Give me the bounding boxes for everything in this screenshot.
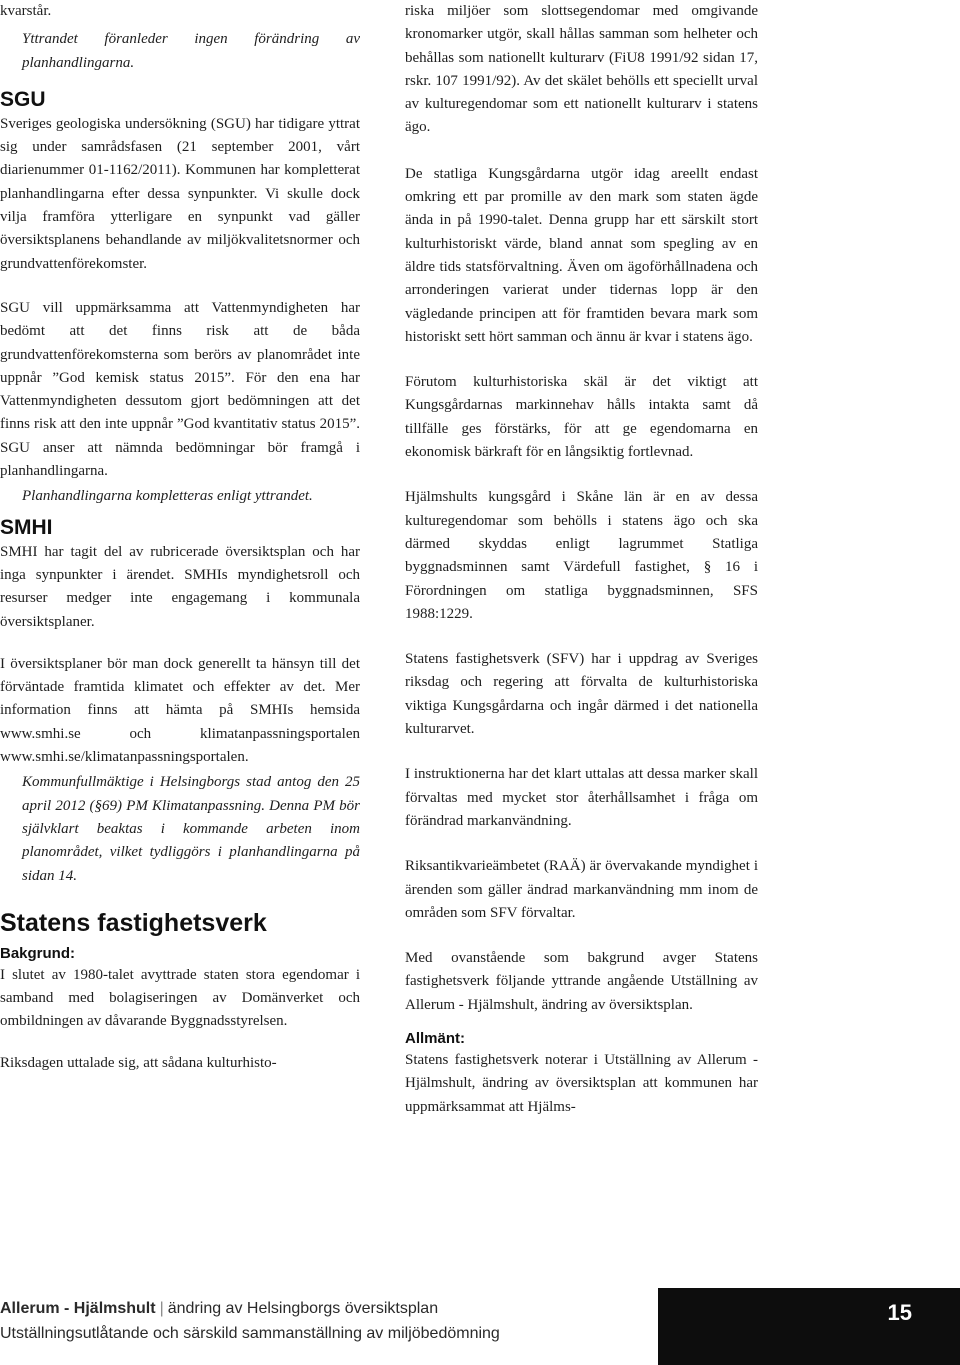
page-footer [0,1288,960,1365]
paragraph-bakgrund: I slutet av 1980-talet avyttrade staten stora egendomar i samband med bolagiseringen av Domänverket och ombildningen av dåvarande Byggnadsstyrelsen. [0,966,360,1030]
right-column [405,0,758,1119]
page-number-box [658,1288,960,1365]
paragraph-sgu-intro: Sveriges geologiska undersökning (SGU) har tidigare yttrat sig under samrådsfasen (21 september 2001, vårt diarienummer 01-1162/2011). Kommunen har kompletterat planhandlingarna efter dessa synpunkter. Vi skulle dock vilja framföra ytterligare en synpunkt vad gäller översiktsplanens behandlande av miljökvalitetsnormer och grundvattenförekomster. [0,115,360,272]
page-number: 15 [887,1300,912,1325]
paragraph-continuation: kvarstår. [0,3,52,19]
subheading-allmant: Allmänt: [405,1029,465,1047]
footer-place: Allerum - Hjälmshult [0,1300,156,1317]
heading-smhi: SMHI [0,515,53,539]
paragraph-riksdagen: Riksdagen uttalade sig, att sådana kulturhisto- [0,1054,277,1071]
decision-note: Yttrandet föranleder ingen förändring av planhandlingarna. [22,31,360,71]
paragraph-yttrande: Med ovanstående som bakgrund avger Statens fastighetsverk följande yttrande angående Utställning av Allerum - Hjälmshult, ändring av översiktsplan. [405,950,758,1013]
paragraph-kungsgardar: De statliga Kungsgårdarna utgör idag areellt endast omkring ett par promille av den mark som staten ägde ända in på 1990-talet. Denna grupp har ett särskilt stort kulturhistoriskt värde, bland annat som spegling av en äldre tids statsförvaltning. Även om ägoförhållnadena och arronderingen varierat under tidernas lopp är den vägledande principen att för framtiden bevara mark som historiskt sett hört samman och ännu är kvar i statens ägo. [405,165,758,345]
paragraph-sgu-water: SGU vill uppmärksamma att Vattenmyndigheten har bedömt att det finns risk att de båda grundvattenförekomsterna som berörs av planområdet inte uppnår ”God kemisk status 2015”. För den ena har Vattenmyndigheten dessutom gjort bedömningen att det finns risk att den inte uppnår ”God kvantitativ status 2015”. SGU anser att nämnda bedömningar bör framgå i planhandlingarna. [0,299,360,480]
paragraph-allmant: Statens fastighetsverk noterar i Utställning av Allerum - Hjälmshult, ändring av översiktsplan att kommunen har uppmärksammat att Hjälms- [405,1051,758,1115]
left-column [0,0,360,1075]
footer-title: ändring av Helsingborgs översiktsplan [167,1300,439,1317]
paragraph-smhi-climate: I översiktsplaner bör man dock generellt ta hänsyn till det förväntade framtida klimatet och effekter av det. Mer information finns att hämta på SMHIs hemsida www.smhi.se och klimatanpassningsportalen www.smhi.se/klimatanpassningsportalen. [0,655,360,766]
paragraph-kulturarv: riska miljöer som slottsegendomar med omgivande kronomarker utgör, skall hållas samman som helheter och behållas som nationellt kulturarv (FiU8 1991/92 sidan 17, rskr. 107 1991/92). Av det skälet behölls ett speciellt urval av kulturegendomar som ett nationellt kulturarv i statens ägo. [405,3,758,136]
decision-note: Planhandlingarna kompletteras enligt yttrandet. [22,488,313,505]
footer-separator: | [159,1300,164,1317]
paragraph-sfv-uppdrag: Statens fastighetsverk (SFV) har i uppdrag av Sveriges riksdag och regering att förvalta de kulturhistoriska viktiga Kungsgårdarna och ingår därmed i det nationella kulturarvet. [405,651,758,738]
footer-line-1 [0,1296,650,1321]
heading-statens-fastighetsverk: Statens fastighetsverk [0,908,267,937]
heading-sgu: SGU [0,87,46,111]
paragraph-instruktioner: I instruktionerna har det klart uttalas att dessa marker skall förvaltas med mycket stor återhållsamhet i fråga om förändrad markanvändning. [405,766,758,829]
footer-subtitle: Utställningsutlåtande och särskild sammanställning av miljöbedömning [0,1325,500,1342]
paragraph-raa: Riksantikvarieämbetet (RAÄ) är övervakande myndighet i ärenden som gäller ändrad markanvändning mm inom de områden som SFV förvaltar. [405,858,758,921]
footer-text [0,1296,650,1346]
paragraph-smhi-intro: SMHI har tagit del av rubricerade översiktsplan och har inga synpunkter i ärendet. SMHIs myndighetsroll och resurser medger inte engagemang i kommunala översiktsplaner. [0,543,360,630]
paragraph-hjalmshult: Hjälmshults kungsgård i Skåne län är en av dessa kulturegendomar som behölls i statens ägo och ska därmed skyddas enligt lagrummet Statliga byggnadsminnen samt Värdefull fastighet, § 16 i Förordningen om statliga byggnadsminnen, SFS 1988:1229. [405,489,758,622]
decision-note: Kommunfullmäktige i Helsingborgs stad antog den 25 april 2012 (§69) PM Klimatanpassning. Denna PM bör självklart beaktas i kommande arbeten inom planområdet, vilket tydliggörs i planhandlingarna på sidan 14. [22,774,360,884]
paragraph-markinnehav: Förutom kulturhistoriska skäl är det viktigt att Kungsgårdarnas markinnehav hålls intakta samt då tillfälle ges förstärks, för att ge egendomarna en ekonomisk bärkraft för en långsiktig fortlevnad. [405,374,758,461]
subheading-bakgrund: Bakgrund: [0,944,75,962]
